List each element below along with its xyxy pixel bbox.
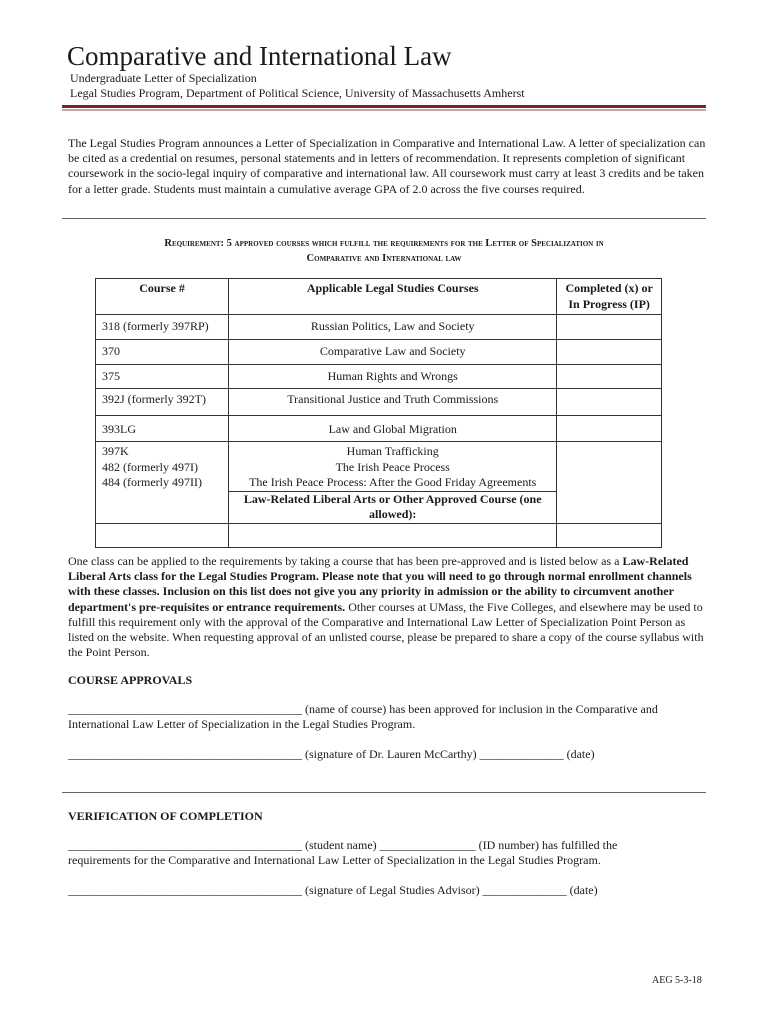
header-course: Course # [96, 279, 229, 315]
course-number: 482 (formerly 497I) [102, 459, 198, 474]
approval-signature-line: _______________________________________ (signature of Dr. Lauren McCarthy) ______________ (date) [68, 747, 595, 761]
law-related-label: Law-Related Liberal Arts or Other Approved Course (one allowed): [229, 491, 556, 523]
completed-cell[interactable] [557, 340, 662, 365]
course-title-group [229, 442, 557, 524]
table-row [96, 315, 662, 340]
table-row [96, 340, 662, 365]
completed-cell[interactable] [557, 416, 662, 442]
course-title: The Irish Peace Process: After the Good Friday Agreements [249, 475, 537, 489]
completed-cell[interactable] [557, 389, 662, 416]
course-title: Human Rights and Wrongs [229, 365, 557, 389]
blank-title-cell[interactable] [229, 523, 557, 547]
course-number: 397K [102, 444, 129, 458]
verification-heading: VERIFICATION OF COMPLETION [68, 809, 263, 823]
requirement-heading [62, 236, 706, 266]
course-number: 392J (formerly 392T) [96, 389, 229, 416]
divider [62, 218, 706, 219]
completed-cell[interactable] [557, 523, 662, 547]
course-number: 375 [96, 365, 229, 389]
course-number: 393LG [96, 416, 229, 442]
divider [62, 792, 706, 793]
table-row-group [96, 442, 662, 524]
courses-table [95, 278, 662, 548]
course-number: 484 (formerly 497II) [102, 475, 202, 489]
table-row [96, 389, 662, 416]
verification-student-line: _______________________________________ (student name) ________________ (ID number) has fulfilled the [68, 838, 618, 852]
course-title: Law and Global Migration [229, 416, 557, 442]
header-applicable: Applicable Legal Studies Courses [229, 279, 557, 315]
requirement-line-1: Requirement: 5 approved courses which fulfill the requirements for the Letter of Specialization in [164, 238, 604, 249]
note-paragraph [68, 554, 708, 660]
subtitle-program: Legal Studies Program, Department of Political Science, University of Massachusetts Amherst [70, 86, 525, 100]
table-header-row [96, 279, 662, 315]
page-title: Comparative and International Law [67, 41, 452, 71]
header-rule [62, 105, 706, 108]
note-bold-text: Law-Related Liberal Arts class for the Legal Studies Program. Please note that you will need to go through normal enrollment channels with these classes. Inclusion on this list does not give you any priority in admission or the ability to circumvent another department's pre-requisites or entrance requirements. [68, 554, 692, 614]
course-number-group [96, 442, 229, 524]
intro-paragraph: The Legal Studies Program announces a Letter of Specialization in Comparative and International Law. A letter of specialization can be cited as a credential on resumes, personal statements and in letters of recommendation. It represents completion of significant coursework in the socio-legal inquiry of comparative and international law. All coursework must carry at least 3 credits and be taken for a letter grade. Students must maintain a cumulative average GPA of 2.0 across the five courses required. [68, 136, 706, 196]
subtitle-letter: Undergraduate Letter of Specialization [70, 71, 257, 85]
note-text-2: Other courses at UMass, the Five Colleges, and elsewhere may be used to fulfill this requirement only with the approval of the Comparative and International Law Letter of Specialization Point Person as listed on the website. When requesting approval of an unlisted course, please be prepared to share a copy of the course syllabus with the Point Person. [68, 599, 704, 660]
course-approvals-heading: COURSE APPROVALS [68, 673, 193, 687]
table-row [96, 365, 662, 389]
verification-signature-line: _______________________________________ (signature of Legal Studies Advisor) ______________ (date) [68, 883, 598, 897]
approval-course-line: _______________________________________ (name of course) has been approved for inclusion in the Comparative and [68, 702, 658, 716]
requirement-line-2: Comparative and International law [306, 253, 462, 264]
header-completed-line1: Completed (x) or [565, 281, 653, 295]
verification-student-line-2: requirements for the Comparative and International Law Letter of Specialization in the Legal Studies Program. [68, 853, 601, 867]
approval-course-line-2: International Law Letter of Specialization in the Legal Studies Program. [68, 717, 416, 731]
table-row-blank [96, 523, 662, 547]
header-completed-line2: In Progress (IP) [568, 296, 650, 311]
header-completed [557, 279, 662, 315]
course-title: Russian Politics, Law and Society [229, 315, 557, 340]
header-rule-light [62, 109, 706, 111]
table-row [96, 416, 662, 442]
course-title: Human Trafficking [346, 444, 439, 458]
course-number: 318 (formerly 397RP) [96, 315, 229, 340]
course-title: Transitional Justice and Truth Commissions [229, 389, 557, 416]
note-text: One class can be applied to the requirements by taking a course that has been pre-approved and is listed below as a [68, 554, 623, 568]
completed-cell[interactable] [557, 315, 662, 340]
course-number: 370 [96, 340, 229, 365]
footer-code: AEG 5-3-18 [652, 975, 702, 986]
blank-course-cell[interactable] [96, 523, 229, 547]
completed-cell[interactable] [557, 442, 662, 524]
completed-cell[interactable] [557, 365, 662, 389]
course-title: Comparative Law and Society [229, 340, 557, 365]
course-title: The Irish Peace Process [335, 459, 450, 474]
